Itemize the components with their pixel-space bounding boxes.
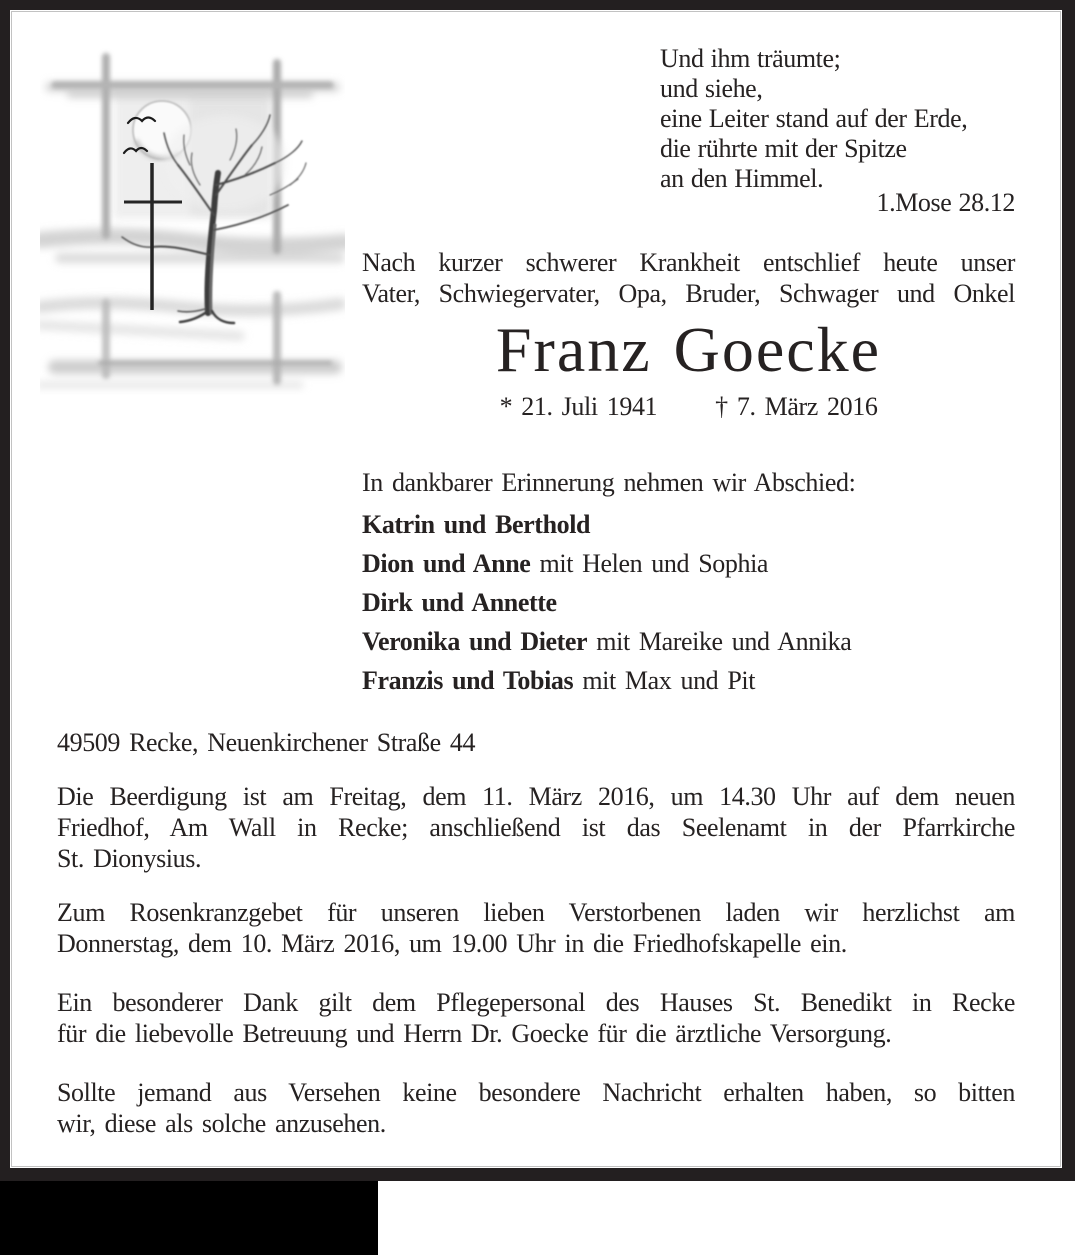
family-names-bold: Dion und Anne [362,549,531,578]
family-names-rest: mit Max und Pit [573,666,756,695]
paragraph-line: Die Beerdigung ist am Freitag, dem 11. März 2016, um 14.30 Uhr auf dem neuen [57,782,1015,811]
family-names-bold: Veronika und Dieter [362,627,588,656]
bottom-left-black-block [0,1181,378,1255]
notice-paragraph [57,1077,1015,1139]
family-line [362,544,1015,583]
family-line [362,622,1015,661]
family-list [362,505,1015,700]
life-dates [362,392,1015,422]
verse-line: eine Leiter stand auf der Erde, [660,104,968,133]
family-names-rest: mit Mareike und Annika [587,627,852,656]
bible-verse [660,44,1015,218]
address-line: 49509 Recke, Neuenkirchener Straße 44 [57,728,476,757]
rosary-paragraph [57,897,1015,959]
verse-line: Und ihm träumte; [660,44,841,73]
family-names-bold: Dirk und Annette [362,588,557,617]
burial-paragraph [57,781,1015,874]
deceased-name: Franz Goecke [495,314,882,385]
paragraph-line: St. Dionysius. [57,844,202,873]
paragraph-line: Ein besonderer Dank gilt dem Pflegepersonal des Hauses St. Benedikt in Recke [57,988,1015,1017]
family-line [362,505,1015,544]
tree-crown-shading [163,115,287,211]
family-line [362,583,1015,622]
birth-date: * 21. Juli 1941 [499,392,658,421]
family-names-rest: mit Helen und Sophia [530,549,769,578]
verse-line: und siehe, [660,74,763,103]
farewell-heading: In dankbarer Erinnerung nehmen wir Abschied: [362,468,856,497]
death-date: † 7. März 2016 [715,392,878,421]
paragraph-line: Zum Rosenkranzgebet für unseren lieben Verstorbenen laden wir herzlichst am [57,898,1015,927]
family-names-bold: Katrin und Berthold [362,510,591,539]
family-line [362,661,1015,700]
intro-line: Nach kurzer schwerer Krankheit entschlief heute unser [362,248,1015,277]
verse-line: die rührte mit der Spitze [660,134,907,163]
paragraph-line: Sollte jemand aus Versehen keine besondere Nachricht erhalten haben, so bitten [57,1078,1015,1107]
intro-paragraph [362,247,1015,309]
paragraph-line: wir, diese als solche anzusehen. [57,1109,386,1138]
intro-line: Vater, Schwiegervater, Opa, Bruder, Schwager und Onkel [362,279,1015,308]
verse-line: an den Himmel. [660,164,824,193]
verse-source: 1.Mose 28.12 [876,188,1015,217]
paragraph-line: für die liebevolle Betreuung und Herrn Dr. Goecke für die ärztliche Versorgung. [57,1019,892,1048]
family-names-bold: Franzis und Tobias [362,666,574,695]
paragraph-line: Friedhof, Am Wall in Recke; anschließend ist das Seelenamt in der Pfarrkirche [57,813,1015,842]
thanks-paragraph [57,987,1015,1049]
paragraph-line: Donnerstag, dem 10. März 2016, um 19.00 Uhr in die Friedhofskapelle ein. [57,929,847,958]
memorial-artwork-sketch [40,45,345,395]
